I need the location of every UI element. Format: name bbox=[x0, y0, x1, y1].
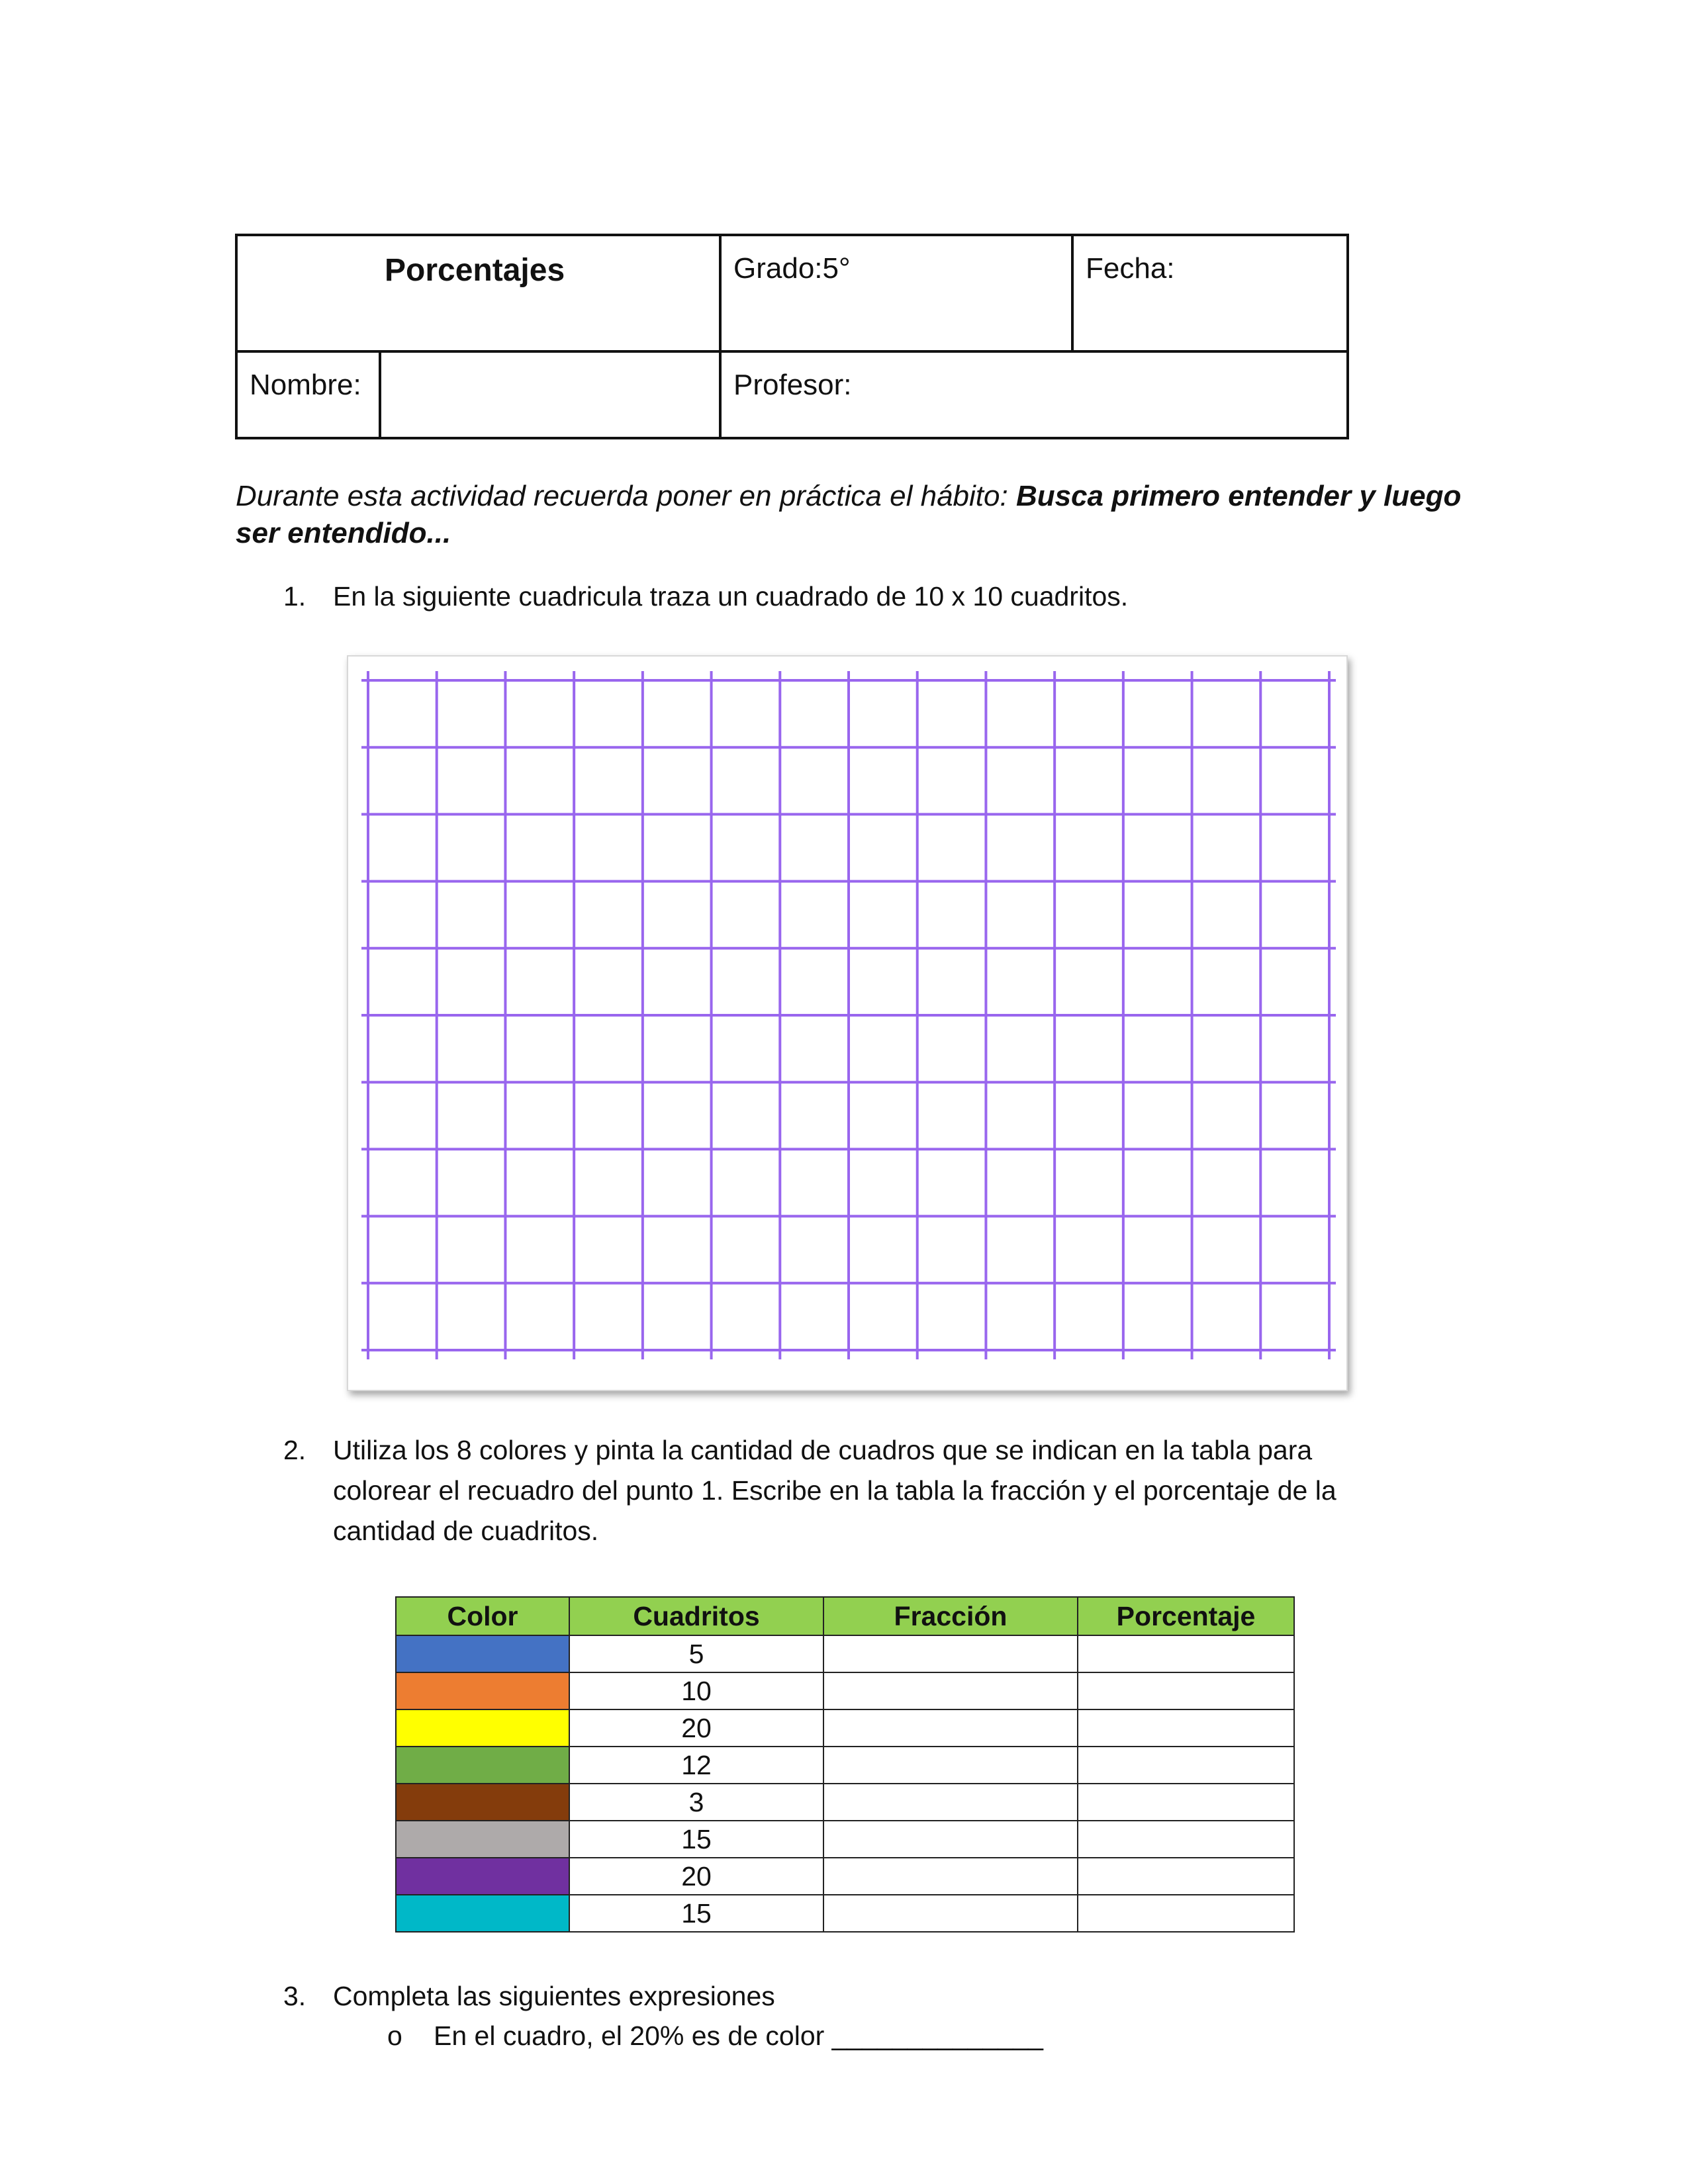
fraccion-cell[interactable] bbox=[823, 1672, 1078, 1709]
title-cell bbox=[235, 234, 722, 353]
question-1-number: 1. bbox=[283, 581, 306, 612]
table-row bbox=[396, 1747, 1294, 1784]
fraccion-cell[interactable] bbox=[823, 1747, 1078, 1784]
color-table bbox=[395, 1596, 1295, 1933]
cuadritos-cell: 5 bbox=[569, 1635, 823, 1672]
table-row bbox=[396, 1635, 1294, 1672]
question-2-line-2: colorear el recuadro del punto 1. Escribe en la tabla la fracción y el porcentaje de la bbox=[333, 1475, 1336, 1506]
color-swatch bbox=[396, 1858, 569, 1895]
cuadritos-cell: 20 bbox=[569, 1709, 823, 1747]
table-header-row bbox=[396, 1597, 1294, 1635]
fraccion-cell[interactable] bbox=[823, 1858, 1078, 1895]
table-row bbox=[396, 1821, 1294, 1858]
cuadritos-cell: 15 bbox=[569, 1821, 823, 1858]
color-swatch bbox=[396, 1784, 569, 1821]
color-swatch bbox=[396, 1747, 569, 1784]
table-row bbox=[396, 1672, 1294, 1709]
table-row bbox=[396, 1858, 1294, 1895]
fraccion-cell[interactable] bbox=[823, 1895, 1078, 1932]
name-field[interactable] bbox=[379, 350, 722, 439]
cuadritos-cell: 20 bbox=[569, 1858, 823, 1895]
teacher-cell[interactable] bbox=[719, 350, 1349, 439]
porcentaje-cell[interactable] bbox=[1078, 1672, 1294, 1709]
grade-cell bbox=[719, 234, 1074, 353]
drawing-grid[interactable] bbox=[347, 655, 1348, 1391]
question-2-line-3: cantidad de cuadritos. bbox=[333, 1516, 599, 1546]
question-2-number: 2. bbox=[283, 1435, 306, 1465]
sub-item-text[interactable]: En el cuadro, el 20% es de color ______________ bbox=[434, 2021, 1043, 2051]
date-label: Fecha: bbox=[1086, 252, 1175, 285]
teacher-label: Profesor: bbox=[733, 369, 852, 401]
fraccion-cell[interactable] bbox=[823, 1709, 1078, 1747]
porcentaje-cell[interactable] bbox=[1078, 1709, 1294, 1747]
header-fraccion: Fracción bbox=[823, 1597, 1078, 1635]
cuadritos-cell: 12 bbox=[569, 1747, 823, 1784]
name-label-cell bbox=[235, 350, 381, 439]
habit-reminder bbox=[236, 478, 1493, 552]
table-row bbox=[396, 1709, 1294, 1747]
color-swatch bbox=[396, 1709, 569, 1747]
question-3-text: Completa las siguientes expresiones bbox=[333, 1981, 775, 2011]
color-swatch bbox=[396, 1672, 569, 1709]
porcentaje-cell[interactable] bbox=[1078, 1784, 1294, 1821]
name-label: Nombre: bbox=[250, 369, 361, 401]
header-table bbox=[235, 234, 1349, 439]
header-color: Color bbox=[396, 1597, 569, 1635]
table-row bbox=[396, 1895, 1294, 1932]
cuadritos-cell: 15 bbox=[569, 1895, 823, 1932]
question-2-line-1: Utiliza los 8 colores y pinta la cantidad de cuadros que se indican en la tabla para bbox=[333, 1435, 1313, 1465]
porcentaje-cell[interactable] bbox=[1078, 1635, 1294, 1672]
question-1-text: En la siguiente cuadricula traza un cuadrado de 10 x 10 cuadritos. bbox=[333, 581, 1129, 612]
sub-item-bullet: o bbox=[387, 2021, 402, 2051]
cuadritos-cell: 3 bbox=[569, 1784, 823, 1821]
date-cell[interactable] bbox=[1071, 234, 1349, 353]
question-3-number: 3. bbox=[283, 1981, 306, 2011]
color-swatch bbox=[396, 1821, 569, 1858]
habit-reminder-bold: Busca primero entender y luego ser entendido... bbox=[236, 480, 1462, 549]
header-porcentaje: Porcentaje bbox=[1078, 1597, 1294, 1635]
grid-lines bbox=[348, 657, 1346, 1390]
porcentaje-cell[interactable] bbox=[1078, 1895, 1294, 1932]
header-cuadritos: Cuadritos bbox=[569, 1597, 823, 1635]
cuadritos-cell: 10 bbox=[569, 1672, 823, 1709]
color-swatch bbox=[396, 1895, 569, 1932]
porcentaje-cell[interactable] bbox=[1078, 1858, 1294, 1895]
habit-reminder-italic: Durante esta actividad recuerda poner en práctica el hábito: bbox=[236, 480, 1016, 512]
fraccion-cell[interactable] bbox=[823, 1821, 1078, 1858]
table-row bbox=[396, 1784, 1294, 1821]
worksheet-title: Porcentajes bbox=[385, 253, 565, 288]
porcentaje-cell[interactable] bbox=[1078, 1821, 1294, 1858]
fraccion-cell[interactable] bbox=[823, 1635, 1078, 1672]
fraccion-cell[interactable] bbox=[823, 1784, 1078, 1821]
color-swatch bbox=[396, 1635, 569, 1672]
porcentaje-cell[interactable] bbox=[1078, 1747, 1294, 1784]
grade-label: Grado:5° bbox=[733, 252, 851, 285]
